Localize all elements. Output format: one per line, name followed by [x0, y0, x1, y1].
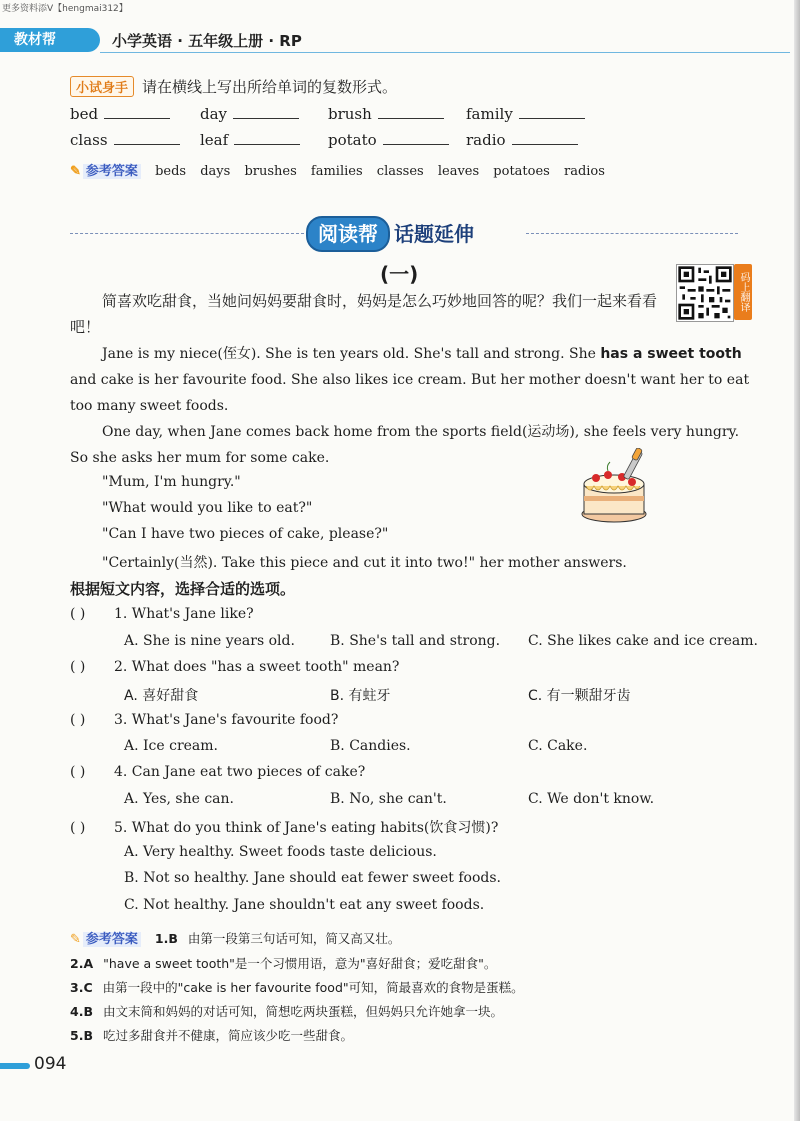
answer-paren[interactable]: ( )	[70, 764, 86, 780]
practice-instruction: 请在横线上写出所给单词的复数形式。	[142, 78, 398, 96]
answer-paren[interactable]: ( )	[70, 659, 86, 675]
pencil-icon: ✎	[70, 164, 81, 179]
option[interactable]: C. We don't know.	[528, 791, 655, 807]
section-number: (一)	[380, 262, 419, 286]
word-item: bed	[70, 104, 170, 123]
answer-paren[interactable]: ( )	[70, 712, 86, 728]
dialogue-line: "Can I have two pieces of cake, please?"	[102, 526, 389, 542]
explanation-row: ✎ 参考答案 1.B 由第一段第三句话可知，简又高又壮。	[70, 931, 401, 947]
answer-paren[interactable]: ( )	[70, 820, 86, 836]
answer-blank[interactable]	[512, 130, 578, 145]
watermark: 更多资料添V【hengmai312】	[2, 4, 128, 14]
word-item: brush	[328, 104, 444, 123]
word-item: class	[70, 130, 180, 149]
option[interactable]: A. Yes, she can.	[124, 791, 234, 807]
answer-word: leaves	[437, 164, 480, 179]
answer-tag: ✎ 参考答案	[70, 164, 141, 179]
answer-paren[interactable]: ( )	[70, 606, 86, 622]
question: ( ) 1. What's Jane like?	[70, 606, 254, 622]
answer-blank[interactable]	[234, 130, 300, 145]
banner-main: 阅读帮	[306, 216, 390, 252]
question: ( ) 4. Can Jane eat two pieces of cake?	[70, 764, 366, 780]
option[interactable]: A. She is nine years old.	[124, 633, 295, 649]
qr-translate-label: 码上翻译	[734, 264, 752, 320]
word-item: family	[466, 104, 585, 123]
answer-word: potatoes	[493, 164, 550, 179]
explanation-row: 3.C 由第一段中的"cake is her favourite food"可知，简最喜欢的食物是蛋糕。	[70, 980, 524, 995]
answer-blank[interactable]	[378, 104, 444, 119]
answer-word: families	[310, 164, 363, 179]
answer-blank[interactable]	[383, 130, 449, 145]
pencil-icon: ✎	[70, 932, 81, 947]
divider-dashed	[526, 233, 738, 234]
page-number: 094	[34, 1054, 67, 1074]
task-instruction: 根据短文内容，选择合适的选项。	[70, 580, 296, 598]
header-divider	[100, 52, 790, 53]
answer-word: classes	[376, 164, 424, 179]
answer-tag: ✎ 参考答案	[70, 932, 141, 947]
option[interactable]: C. She likes cake and ice cream.	[528, 633, 758, 649]
qr-code-icon[interactable]	[676, 264, 734, 322]
explanation-row: 2.A "have a sweet tooth"是一个习惯用语，意为"喜好甜食；爱吃甜食"。	[70, 956, 497, 971]
option[interactable]: C. Not healthy. Jane shouldn't eat any sweet foods.	[124, 897, 485, 913]
option[interactable]: B. No, she can't.	[330, 791, 447, 807]
answer-word: beds	[155, 164, 187, 179]
option[interactable]: C. 有一颗甜牙齿	[528, 688, 631, 704]
page-edge	[794, 0, 800, 1121]
answer-word: brushes	[244, 164, 297, 179]
word-item: potato	[328, 130, 449, 149]
option[interactable]: C. Cake.	[528, 738, 588, 754]
option[interactable]: B. 有蛀牙	[330, 688, 391, 704]
explanation-row: 5.B 吃过多甜食并不健康，简应该少吃一些甜食。	[70, 1028, 353, 1043]
option[interactable]: A. Very healthy. Sweet foods taste delicious.	[124, 844, 437, 860]
section-banner	[306, 216, 474, 248]
option[interactable]: A. Ice cream.	[124, 738, 219, 754]
dialogue-line: "Certainly(当然). Take this piece and cut it into two!" her mother answers.	[102, 555, 627, 571]
answer-word: days	[200, 164, 231, 179]
practice-answers	[70, 160, 605, 179]
question: ( ) 5. What do you think of Jane's eating habits(饮食习惯)?	[70, 820, 499, 836]
option[interactable]: B. She's tall and strong.	[330, 633, 501, 649]
story-paragraph-2: One day, when Jane comes back home from the sports field(运动场), she feels very hungry. So she asks her mum for some cake.	[70, 424, 740, 466]
highlight-phrase: has a sweet tooth	[600, 346, 742, 362]
book-title: 小学英语 · 五年级上册 · RP	[112, 32, 302, 50]
option[interactable]: B. Candies.	[330, 738, 411, 754]
word-item: day	[200, 104, 299, 123]
option[interactable]: B. Not so healthy. Jane should eat fewer sweet foods.	[124, 870, 502, 886]
story-paragraph-1: Jane is my niece(侄女). She is ten years old. She's tall and strong. She has a sweet tooth and cake is her favourite food. She also likes ice cream. But her mother doesn't want her to eat too many sweet foods.	[70, 346, 750, 414]
answer-blank[interactable]	[104, 104, 170, 119]
dialogue-line: "Mum, I'm hungry."	[102, 474, 241, 490]
explanation-row: 4.B 由文末简和妈妈的对话可知，简想吃两块蛋糕，但妈妈只允许她拿一块。	[70, 1004, 503, 1019]
cake-illustration	[578, 448, 654, 526]
story-intro: 简喜欢吃甜食，当她问妈妈要甜食时，妈妈是怎么巧妙地回答的呢？我们一起来看看吧！	[70, 292, 658, 336]
dialogue-line: "What would you like to eat?"	[102, 500, 313, 516]
word-item: leaf	[200, 130, 300, 149]
page-marker	[0, 1063, 30, 1069]
answer-blank[interactable]	[519, 104, 585, 119]
practice-header	[70, 76, 397, 97]
question: ( ) 2. What does "has a sweet tooth" mean?	[70, 659, 400, 675]
brand-tab: 教材帮	[0, 28, 100, 52]
answer-word: radios	[563, 164, 605, 179]
answer-blank[interactable]	[233, 104, 299, 119]
practice-tag: 小试身手	[70, 76, 134, 97]
option[interactable]: A. 喜好甜食	[124, 688, 199, 704]
banner-sub: 话题延伸	[394, 222, 474, 246]
question: ( ) 3. What's Jane's favourite food?	[70, 712, 339, 728]
answer-blank[interactable]	[114, 130, 180, 145]
divider-dashed	[70, 233, 304, 234]
word-item: radio	[466, 130, 578, 149]
